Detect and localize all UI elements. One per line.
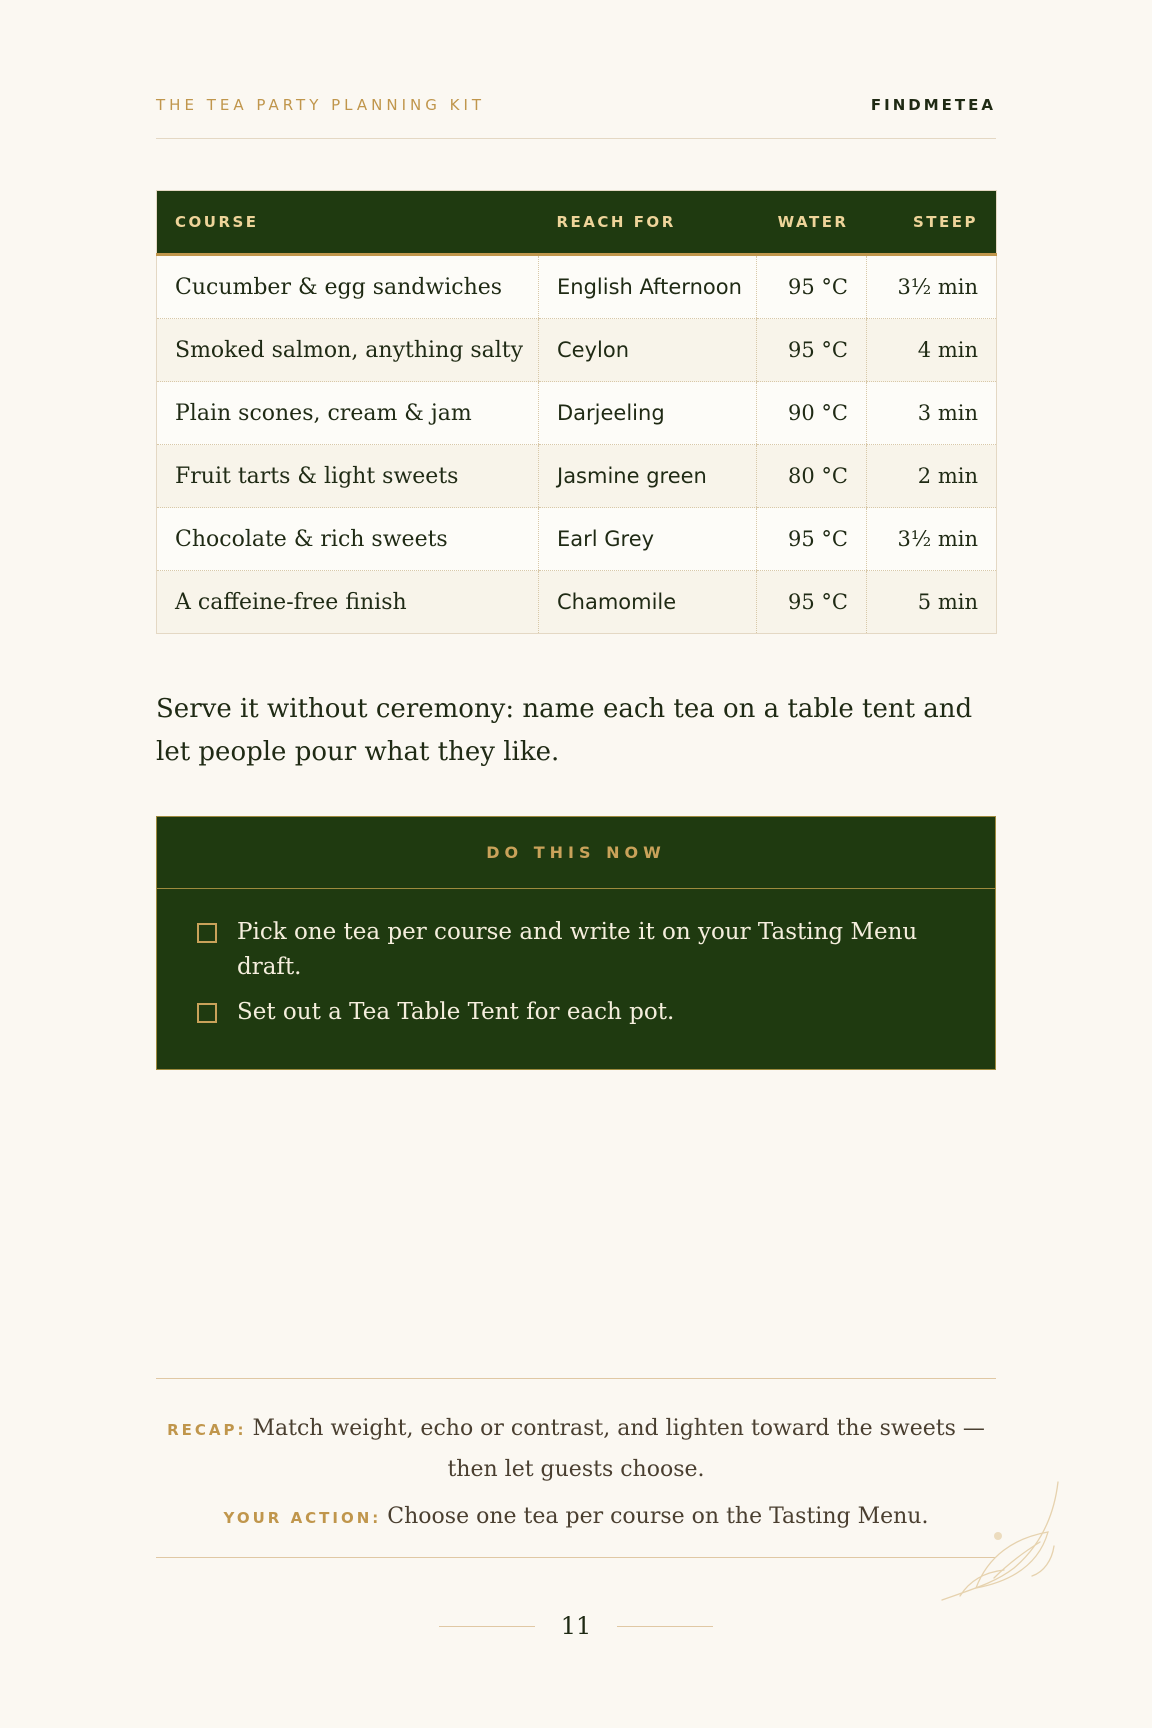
- brand-name: FINDMETEA: [870, 96, 996, 114]
- kit-title: THE TEA PARTY PLANNING KIT: [156, 96, 486, 114]
- your-action-text: Choose one tea per course on the Tasting Menu.: [387, 1504, 929, 1529]
- water-cell: 95 °C: [757, 571, 867, 634]
- recap-text: Match weight, echo or contrast, and lighten toward the sweets — then let guests choose.: [252, 1416, 985, 1482]
- checklist-item: [197, 995, 955, 1030]
- steep-cell: 3½ min: [867, 255, 997, 319]
- do-this-now-box: [156, 816, 996, 1070]
- course-cell: Smoked salmon, anything salty: [157, 319, 539, 382]
- course-cell: Plain scones, cream & jam: [157, 382, 539, 445]
- header-water: WATER: [757, 191, 867, 255]
- your-action-line: [156, 1497, 996, 1538]
- course-cell: A caffeine-free finish: [157, 571, 539, 634]
- course-cell: Cucumber & egg sandwiches: [157, 255, 539, 319]
- your-action-label: YOUR ACTION:: [223, 1509, 382, 1527]
- tea-leaf-ornament-icon: [936, 1476, 1066, 1606]
- page-footer: [156, 1606, 996, 1646]
- recap-section: [156, 1378, 996, 1558]
- water-cell: 95 °C: [757, 319, 867, 382]
- water-cell: 95 °C: [757, 508, 867, 571]
- steep-cell: 4 min: [867, 319, 997, 382]
- header-reach-for: REACH FOR: [539, 191, 757, 255]
- steep-cell: 3 min: [867, 382, 997, 445]
- steep-cell: 3½ min: [867, 508, 997, 571]
- footer-rule-left: [439, 1626, 535, 1627]
- intro-paragraph: Serve it without ceremony: name each tea on a table tent and let people pour what they like.: [156, 694, 973, 767]
- header-course: COURSE: [157, 191, 539, 255]
- checkbox[interactable]: [197, 923, 217, 943]
- footer-rule-right: [617, 1626, 713, 1627]
- action-box-title: DO THIS NOW: [157, 817, 995, 889]
- page-number: 11: [560, 1612, 592, 1640]
- table-header-row: [157, 191, 997, 255]
- table-row: [157, 255, 997, 319]
- action-checklist: [157, 889, 995, 1030]
- recap-label: RECAP:: [167, 1421, 247, 1439]
- course-cell: Chocolate & rich sweets: [157, 508, 539, 571]
- tea-cell: Chamomile: [539, 571, 757, 634]
- tea-cell: English Afternoon: [539, 255, 757, 319]
- tea-cell: Earl Grey: [539, 508, 757, 571]
- checkbox[interactable]: [197, 1003, 217, 1023]
- tea-cell: Darjeeling: [539, 382, 757, 445]
- tea-cell: Ceylon: [539, 319, 757, 382]
- tea-pairing-table: [156, 190, 997, 634]
- checklist-item-text: Pick one tea per course and write it on your Tasting Menu draft.: [237, 919, 918, 980]
- table-row: [157, 445, 997, 508]
- checklist-item: [197, 915, 955, 985]
- running-header: [156, 96, 996, 139]
- header-steep: STEEP: [867, 191, 997, 255]
- recap-line: [156, 1409, 996, 1489]
- course-cell: Fruit tarts & light sweets: [157, 445, 539, 508]
- tea-cell: Jasmine green: [539, 445, 757, 508]
- table-row: [157, 571, 997, 634]
- water-cell: 80 °C: [757, 445, 867, 508]
- table-row: [157, 319, 997, 382]
- checklist-item-text: Set out a Tea Table Tent for each pot.: [237, 999, 675, 1025]
- table-row: [157, 382, 997, 445]
- steep-cell: 5 min: [867, 571, 997, 634]
- steep-cell: 2 min: [867, 445, 997, 508]
- table-row: [157, 508, 997, 571]
- water-cell: 95 °C: [757, 255, 867, 319]
- water-cell: 90 °C: [757, 382, 867, 445]
